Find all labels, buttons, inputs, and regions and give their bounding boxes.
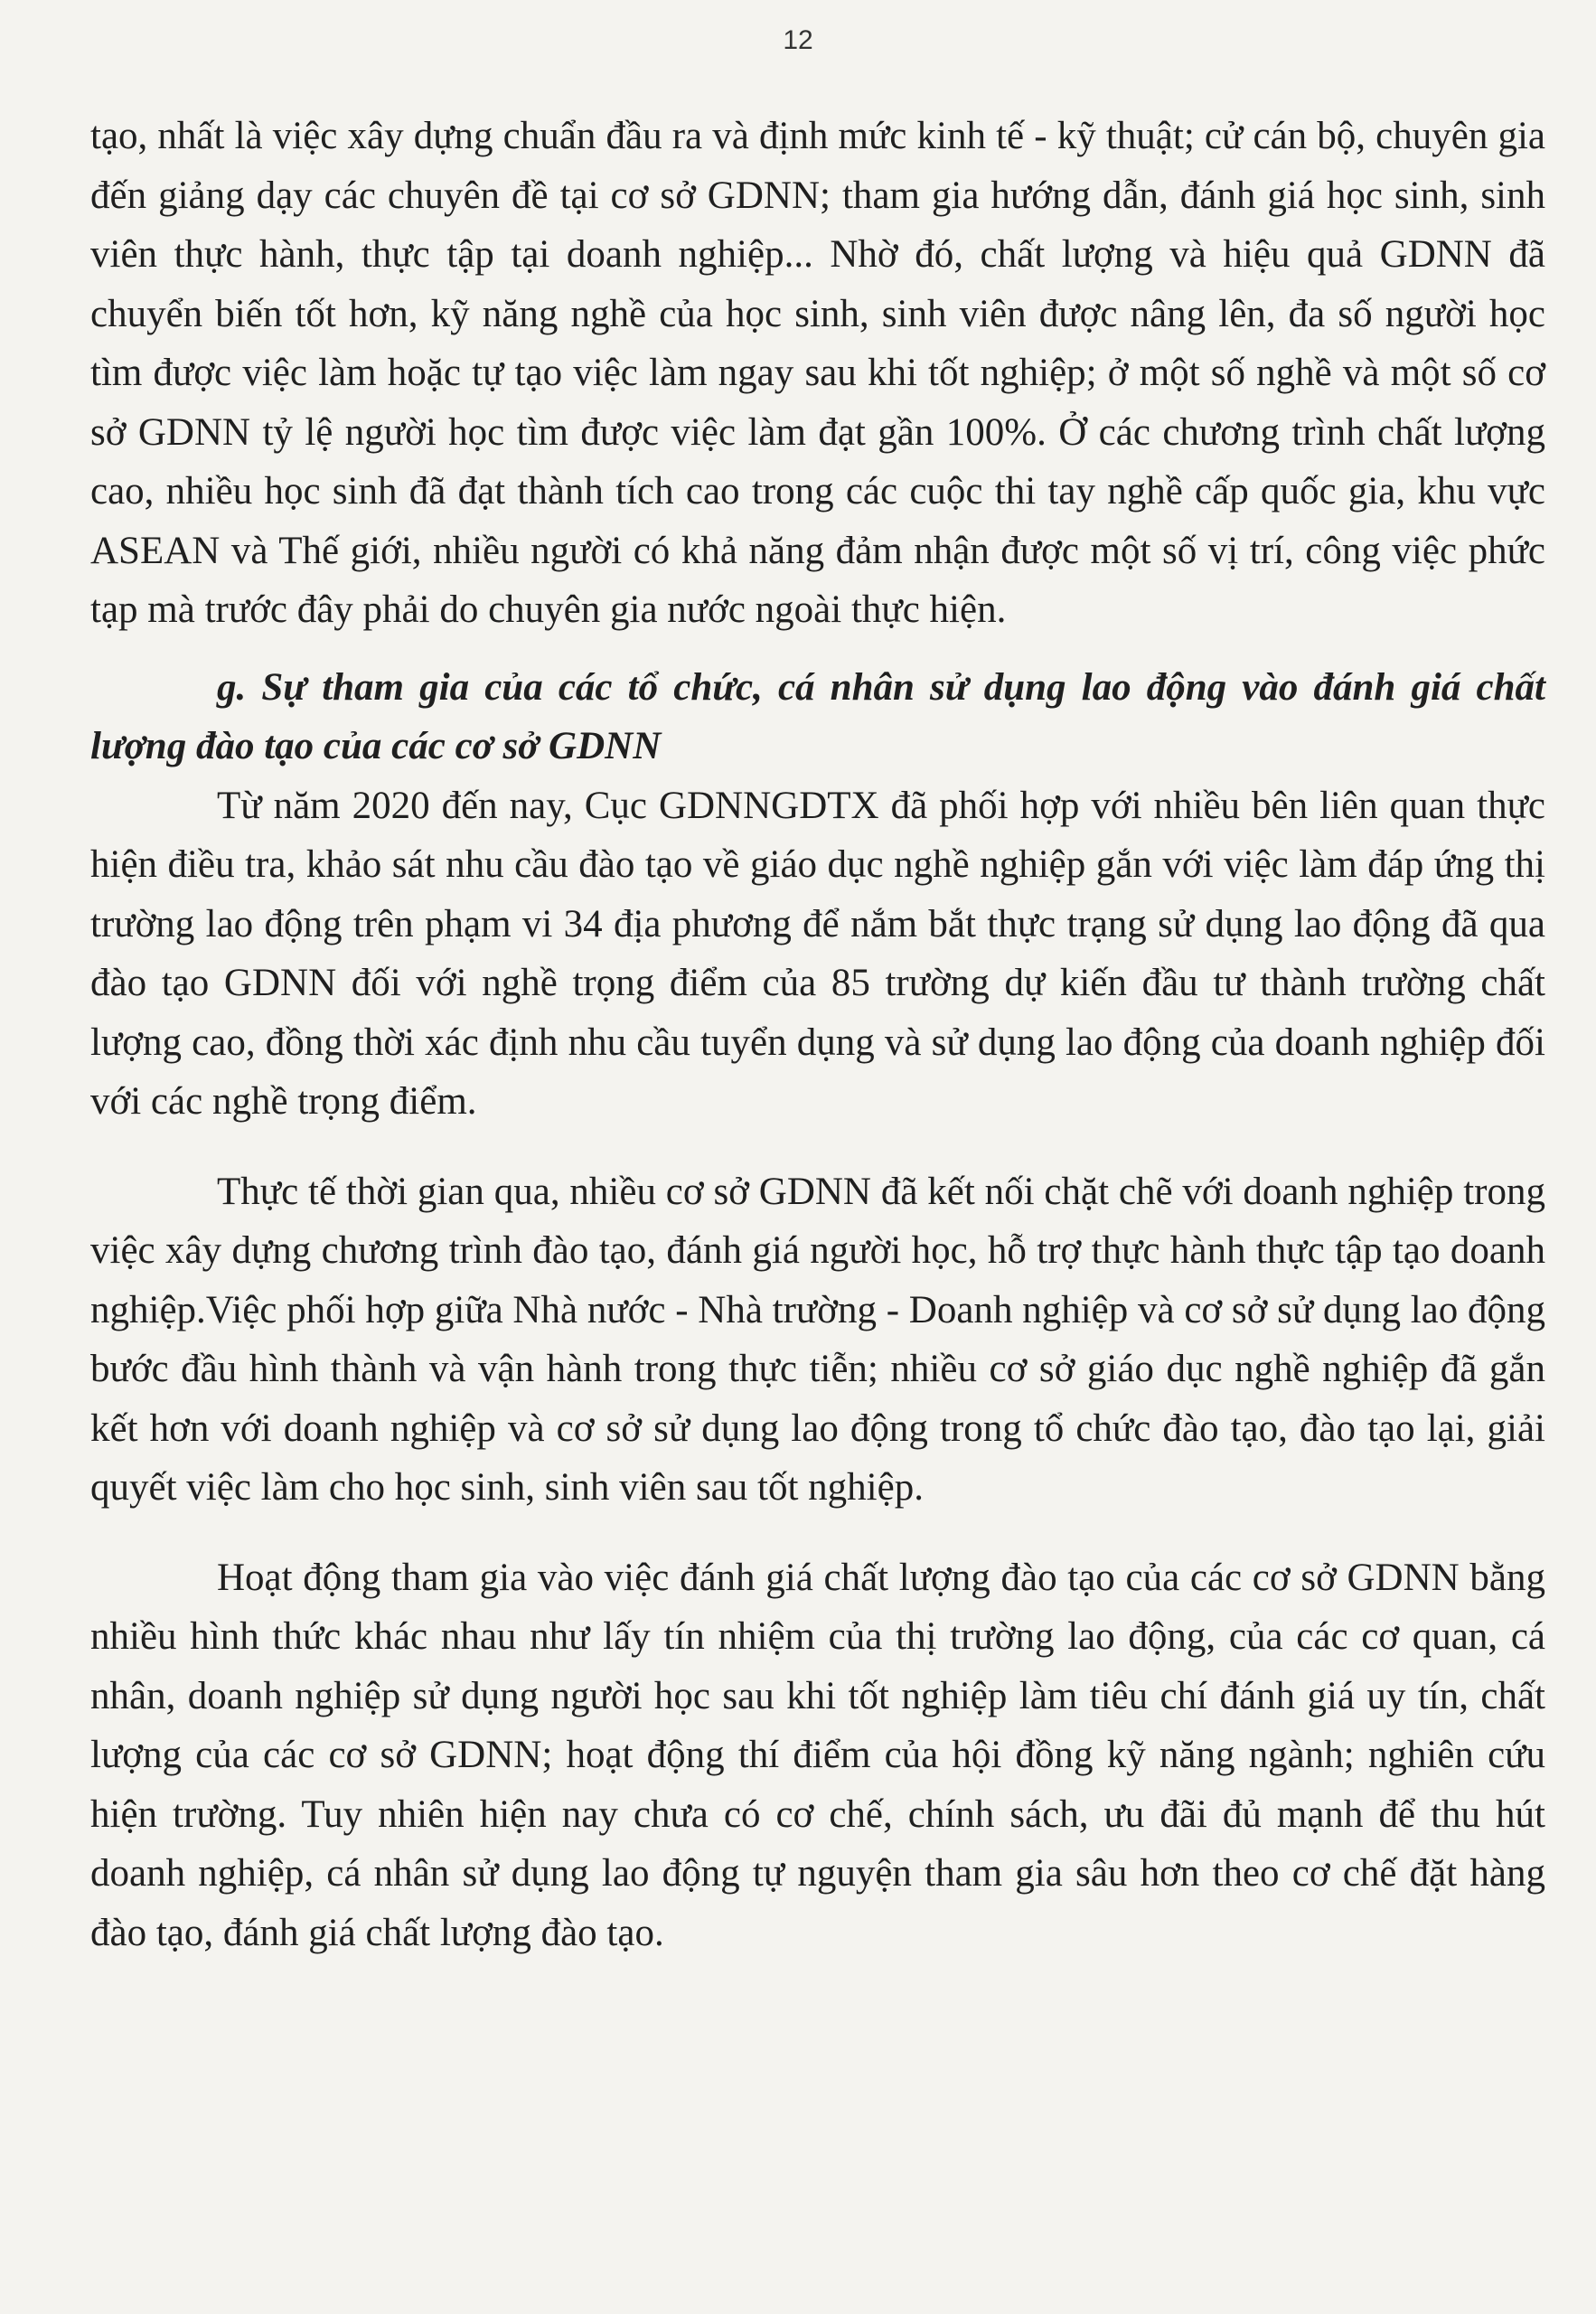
section-heading: g. Sự tham gia của các tổ chức, cá nhân sử dụng lao động vào đánh giá chất lượng đào tạo của các cơ sở GDNN: [90, 665, 1545, 767]
paragraph: Hoạt động tham gia vào việc đánh giá chất lượng đào tạo của các cơ sở GDNN bằng nhiều hình thức khác nhau như lấy tín nhiệm của thị trường lao động, của các cơ quan, cá nhân, doanh nghiệp sử dụng người học sau khi tốt nghiệp làm tiêu chí đánh giá uy tín, chất lượng của các cơ sở GDNN; hoạt động thí điểm của hội đồng kỹ năng ngành; nghiên cứu hiện trường. Tuy nhiên hiện nay chưa có cơ chế, chính sách, ưu đãi đủ mạnh để thu hút doanh nghiệp, cá nhân sử dụng lao động tự nguyện tham gia sâu hơn theo cơ chế đặt hàng đào tạo, đánh giá chất lượng đào tạo.: [90, 1556, 1545, 1954]
paragraph: tạo, nhất là việc xây dựng chuẩn đầu ra và định mức kinh tế - kỹ thuật; cử cán bộ, chuyên gia đến giảng dạy các chuyên đề tại cơ sở GDNN; tham gia hướng dẫn, đánh giá học sinh, sinh viên thực hành, thực tập tại doanh nghiệp... Nhờ đó, chất lượng và hiệu quả GDNN đã chuyển biến tốt hơn, kỹ năng nghề của học sinh, sinh viên được nâng lên, đa số người học tìm được việc làm hoặc tự tạo việc làm ngay sau khi tốt nghiệp; ở một số nghề và một số cơ sở GDNN tỷ lệ người học tìm được việc làm đạt gần 100%. Ở các chương trình chất lượng cao, nhiều học sinh đã đạt thành tích cao trong các cuộc thi tay nghề cấp quốc gia, khu vực ASEAN và Thế giới, nhiều người có khả năng đảm nhận được một số vị trí, công việc phức tạp mà trước đây phải do chuyên gia nước ngoài thực hiện.: [90, 115, 1545, 631]
paragraph: Từ năm 2020 đến nay, Cục GDNNGDTX đã phối hợp với nhiều bên liên quan thực hiện điều tra, khảo sát nhu cầu đào tạo về giáo dục nghề nghiệp gắn với việc làm đáp ứng thị trường lao động trên phạm vi 34 địa phương để nắm bắt thực trạng sử dụng lao động đã qua đào tạo GDNN đối với nghề trọng điểm của 85 trường dự kiến đầu tư thành trường chất lượng cao, đồng thời xác định nhu cầu tuyển dụng và sử dụng lao động của doanh nghiệp đối với các nghề trọng điểm.: [90, 784, 1545, 1123]
page-number: 12: [783, 25, 813, 55]
document-body: [90, 107, 1545, 1962]
paragraph: Thực tế thời gian qua, nhiều cơ sở GDNN đã kết nối chặt chẽ với doanh nghiệp trong việc xây dựng chương trình đào tạo, đánh giá người học, hỗ trợ thực hành thực tập tạo doanh nghiệp.Việc phối hợp giữa Nhà nước - Nhà trường - Doanh nghiệp và cơ sở sử dụng lao động bước đầu hình thành và vận hành trong thực tiễn; nhiều cơ sở giáo dục nghề nghiệp đã gắn kết hơn với doanh nghiệp và cơ sở sử dụng lao động trong tổ chức đào tạo, đào tạo lại, giải quyết việc làm cho học sinh, sinh viên sau tốt nghiệp.: [90, 1170, 1545, 1509]
